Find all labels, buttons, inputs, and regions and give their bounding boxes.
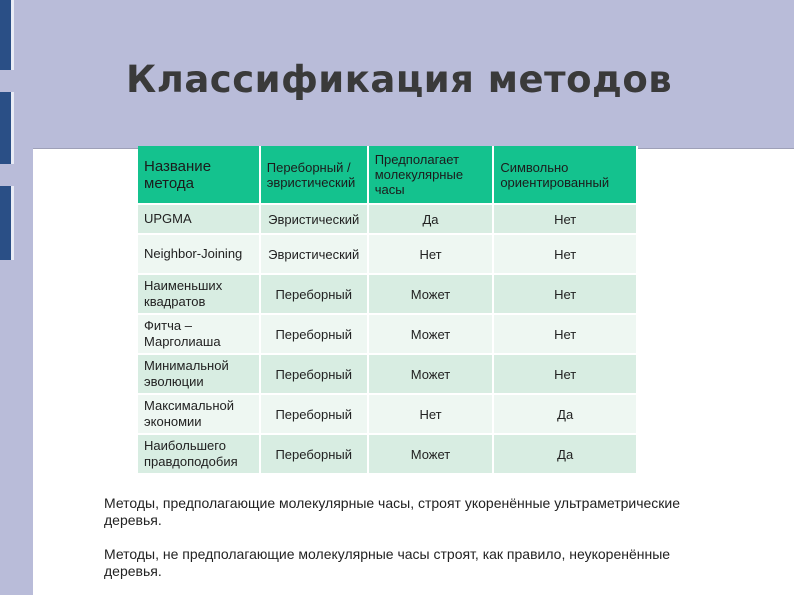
table-row [138, 354, 637, 394]
cell-molecular-clock: Может [368, 314, 494, 354]
table-row [138, 204, 637, 234]
cell-type: Переборный [260, 274, 368, 314]
cell-method-name: Neighbor-Joining [138, 234, 260, 274]
cell-symbolic: Нет [493, 234, 637, 274]
cell-method-name: Фитча – Марголиаша [138, 314, 260, 354]
cell-type: Эвристический [260, 234, 368, 274]
cell-type: Переборный [260, 354, 368, 394]
cell-molecular-clock: Может [368, 354, 494, 394]
table-row [138, 274, 637, 314]
cell-type: Эвристический [260, 204, 368, 234]
cell-type: Переборный [260, 394, 368, 434]
header-method-name: Название метода [138, 146, 260, 204]
cell-symbolic: Нет [493, 204, 637, 234]
cell-molecular-clock: Нет [368, 234, 494, 274]
cell-method-name: Максимальной экономии [138, 394, 260, 434]
cell-molecular-clock: Может [368, 274, 494, 314]
decor-bar [0, 186, 14, 260]
header-molecular-clock: Предполагает молекулярные часы [368, 146, 494, 204]
cell-method-name: UPGMA [138, 204, 260, 234]
cell-symbolic: Да [493, 394, 637, 434]
note-ultrametric: Методы, предполагающие молекулярные часы, строят укоренённые ультраметрические деревья. [104, 495, 681, 528]
table-row [138, 234, 637, 274]
note-unrooted: Методы, не предполагающие молекулярные часы строят, как правило, неукоренённые деревья. [104, 546, 671, 579]
cell-type: Переборный [260, 434, 368, 474]
slide-title: Классификация методов [126, 58, 673, 101]
notes-block [104, 495, 704, 595]
table-row [138, 394, 637, 434]
cell-type: Переборный [260, 314, 368, 354]
decor-bar [0, 0, 14, 70]
cell-molecular-clock: Да [368, 204, 494, 234]
cell-method-name: Наибольшего правдоподобия [138, 434, 260, 474]
cell-symbolic: Нет [493, 354, 637, 394]
cell-symbolic: Да [493, 434, 637, 474]
methods-table [138, 146, 638, 475]
table-header-row [138, 146, 637, 204]
cell-method-name: Минимальной эволюции [138, 354, 260, 394]
cell-molecular-clock: Нет [368, 394, 494, 434]
table-row [138, 434, 637, 474]
header-symbolic: Символьно ориентированный [493, 146, 637, 204]
cell-symbolic: Нет [493, 314, 637, 354]
left-decor-bars [0, 0, 20, 595]
cell-method-name: Наименьших квадратов [138, 274, 260, 314]
cell-symbolic: Нет [493, 274, 637, 314]
header-type: Переборный / эвристический [260, 146, 368, 204]
table-row [138, 314, 637, 354]
cell-molecular-clock: Может [368, 434, 494, 474]
decor-bar [0, 92, 14, 164]
